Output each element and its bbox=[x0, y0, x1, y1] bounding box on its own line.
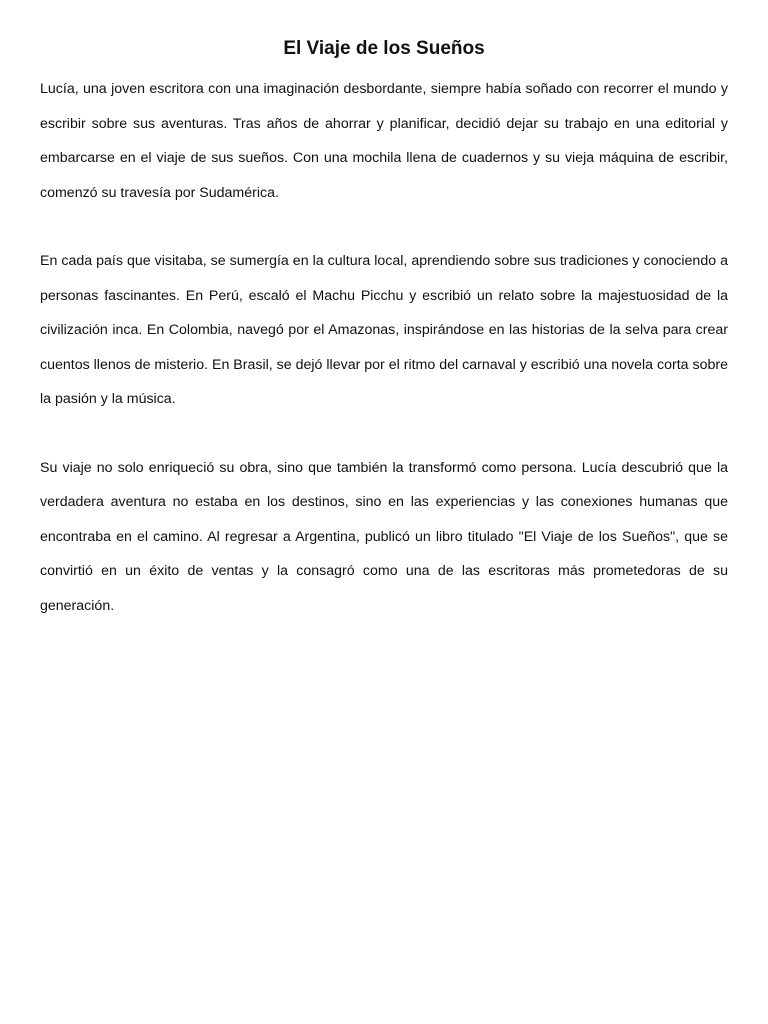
paragraph-2: En cada país que visitaba, se sumergía en la cultura local, aprendiendo sobre sus tradiciones y conociendo a personas fascinantes. En Perú, escaló el Machu Picchu y escribió un relato sobre la majestuosidad de la civilización inca. En Colombia, navegó por el Amazonas, inspirándose en las historias de la selva para crear cuentos llenos de misterio. En Brasil, se dejó llevar por el ritmo del carnaval y escribió una novela corta sobre la pasión y la música. bbox=[40, 253, 728, 407]
paragraph-1: Lucía, una joven escritora con una imaginación desbordante, siempre había soñado con recorrer el mundo y escribir sobre sus aventuras. Tras años de ahorrar y planificar, decidió dejar su trabajo en una editorial y embarcarse en el viaje de sus sueños. Con una mochila llena de cuadernos y su vieja máquina de escribir, comenzó su travesía por Sudamérica. bbox=[40, 81, 728, 201]
document-title: El Viaje de los Sueños bbox=[283, 38, 485, 59]
paragraph-3: Su viaje no solo enriqueció su obra, sino que también la transformó como persona. Lucía descubrió que la verdadera aventura no estaba en los destinos, sino en las experiencias y las conexiones humanas que encontraba en el camino. Al regresar a Argentina, publicó un libro titulado "El Viaje de los Sueños", que se convirtió en un éxito de ventas y la consagró como una de las escritoras más prometedoras de su generación. bbox=[40, 459, 728, 614]
